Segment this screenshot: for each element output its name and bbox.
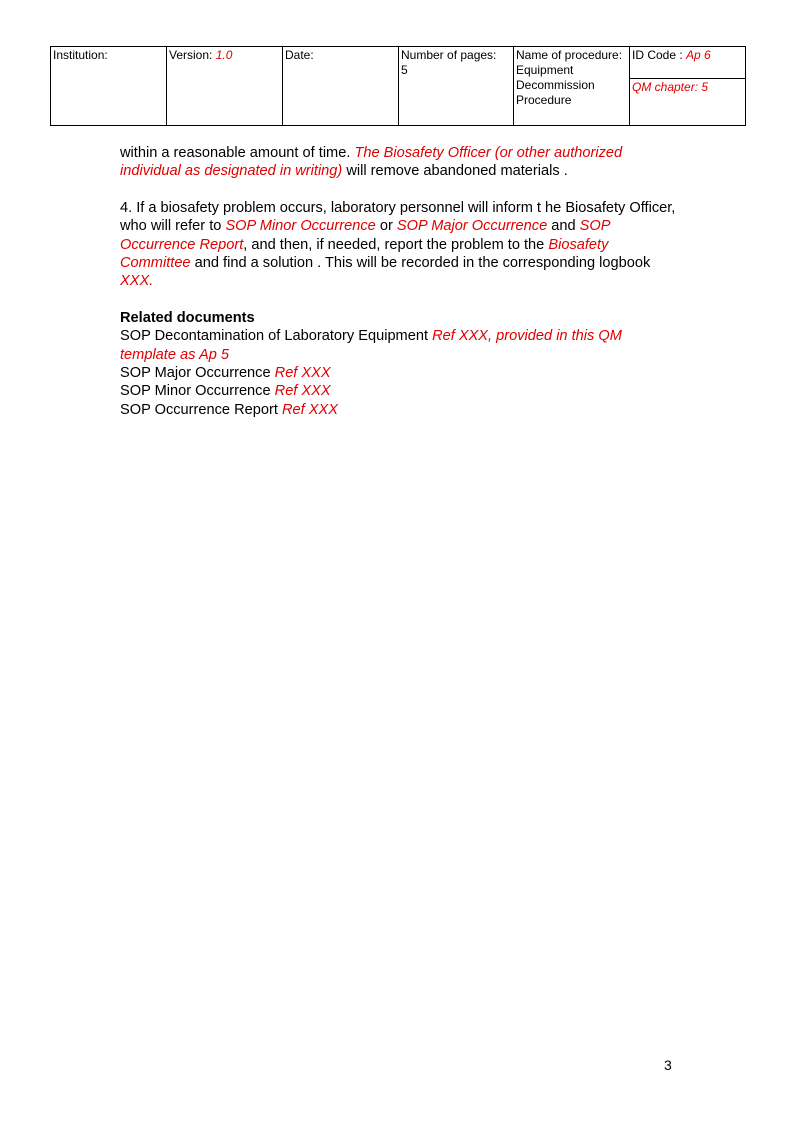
date-cell (283, 47, 399, 126)
related-item-4 (120, 401, 680, 419)
paragraph-1 (120, 144, 680, 181)
procedure-cell (514, 47, 630, 126)
id-label: ID Code : (632, 48, 683, 62)
p1-text-1: within a reasonable amount of time. (120, 145, 351, 161)
related-item-3-ref: Ref XXX (274, 383, 331, 400)
p1-ref-biosafety-officer: The Biosafety Officer (or other authorized individual as designated in writing) (120, 145, 623, 180)
procedure-value: Equipment Decommission Procedure (516, 63, 595, 107)
pages-value: 5 (401, 63, 408, 77)
institution-cell (51, 47, 167, 126)
related-item-2 (120, 364, 680, 382)
qm-chapter: QM chapter: 5 (632, 80, 709, 94)
document-body (120, 144, 680, 419)
id-code-cell (630, 47, 746, 79)
pages-cell (399, 47, 514, 126)
related-item-2-text: SOP Major Occurrence (120, 365, 271, 382)
paragraph-2 (120, 199, 680, 291)
p2-text-3: and (551, 218, 576, 235)
version-cell (167, 47, 283, 126)
page-number: 3 (664, 1057, 672, 1073)
institution-label: Institution: (53, 48, 108, 62)
p2-text-1: 4. If a biosafety problem occurs, laboratory personnel will inform t he Biosafety Officer, who will refer to (120, 199, 676, 235)
header-table (50, 46, 746, 126)
p2-ref-logbook: XXX (120, 273, 150, 290)
procedure-label: Name of procedure: (516, 48, 623, 62)
p2-text-2: or (379, 218, 393, 235)
p2-ref-committee: Biosafety Committee (120, 236, 609, 272)
date-label: Date: (285, 48, 314, 62)
version-label: Version: (169, 48, 213, 62)
version-value: 1.0 (215, 48, 233, 62)
related-item-1-ref: Ref XXX, provided in this QM template as Ap 5 (120, 328, 622, 363)
related-item-1 (120, 327, 680, 364)
pages-label: Number of pages: (401, 48, 497, 62)
related-item-4-ref: Ref XXX (281, 401, 338, 418)
id-value: Ap 6 (686, 48, 711, 62)
p2-text-6: . (149, 273, 154, 290)
p2-ref-minor: SOP Minor Occurrence (225, 218, 376, 235)
p2-text-4: , and then, if needed, report the problem to the (243, 236, 545, 253)
related-item-2-ref: Ref XXX (274, 365, 331, 382)
related-item-4-text: SOP Occurrence Report (120, 401, 278, 418)
p2-ref-major: SOP Major Occurrence (396, 218, 548, 235)
qm-chapter-cell (630, 79, 746, 126)
p1-text-2: will remove abandoned materials . (346, 163, 568, 180)
p2-text-5: and find a solution . This will be recorded in the corresponding logbook (194, 255, 651, 272)
related-documents-heading: Related documents (120, 309, 255, 326)
related-item-3 (120, 382, 680, 400)
related-item-1-text: SOP Decontamination of Laboratory Equipment (120, 328, 429, 345)
related-item-3-text: SOP Minor Occurrence (120, 383, 271, 400)
p2-ref-report: SOP Occurrence Report (120, 218, 610, 253)
